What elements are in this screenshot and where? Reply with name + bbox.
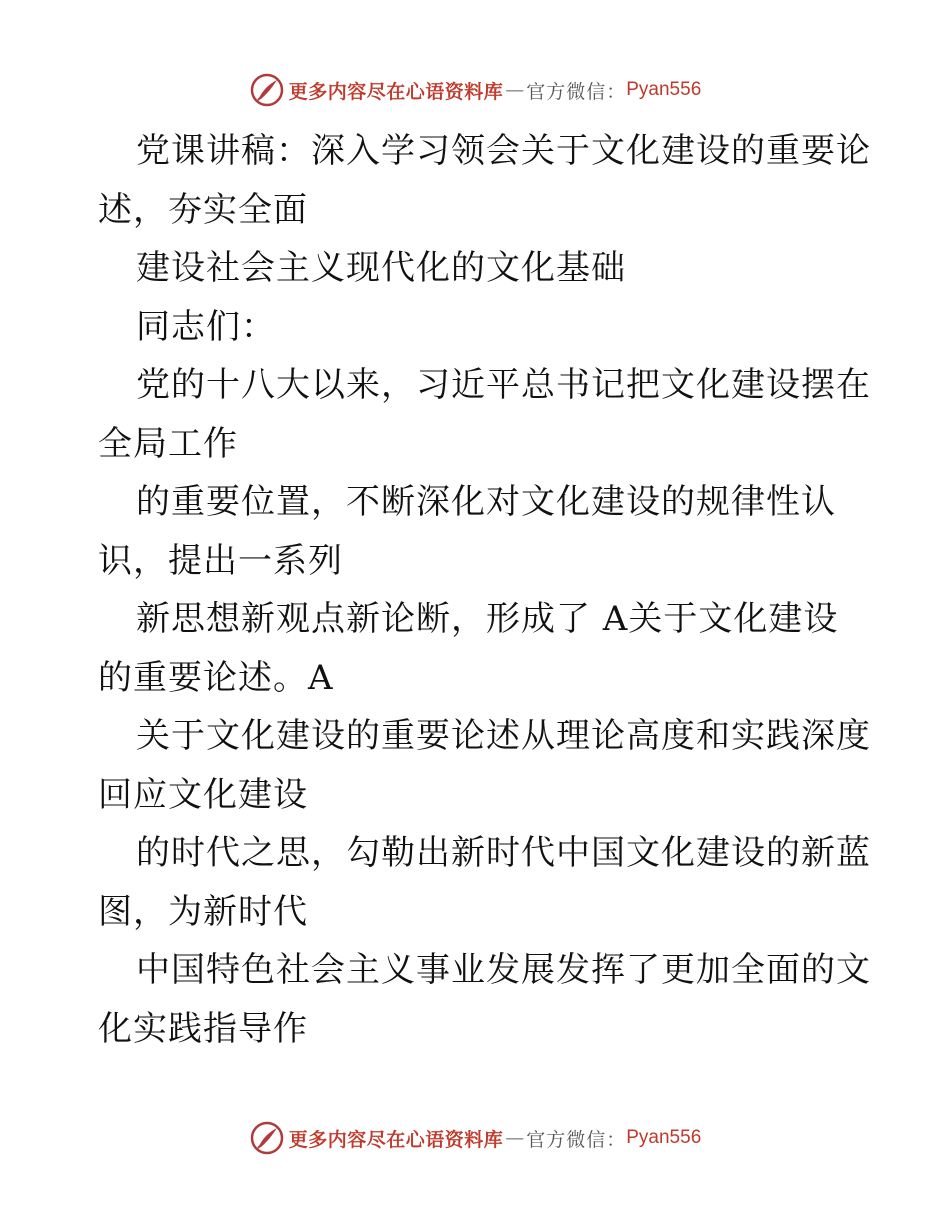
banner-wechat-id: Pyan556	[626, 79, 702, 100]
text-line: 中国特色社会主义事业发展发挥了更加全面的文	[136, 950, 871, 990]
text-line: 的重要位置，不断深化对文化建设的规律性认	[136, 482, 836, 522]
text-line: 图，为新时代	[98, 891, 308, 932]
banner-wechat-label: 官方微信：	[526, 1128, 627, 1151]
document-body	[98, 122, 871, 1058]
quill-logo-icon	[249, 72, 285, 108]
banner-wechat-label: 官方微信：	[526, 80, 627, 103]
text-line: 新思想新观点新论断，形成了 A关于文化建设	[136, 599, 839, 639]
banner-title: 更多内容尽在心语资料库	[288, 1128, 504, 1151]
text-line: 的重要论述。A	[98, 657, 334, 698]
text-line: 回应文化建设	[98, 774, 308, 815]
text-line: 建设社会主义现代化的文化基础	[136, 248, 626, 288]
text-line: 党的十八大以来，习近平总书记把文化建设摆在	[136, 365, 871, 405]
banner-wechat-id: Pyan556	[626, 1127, 702, 1148]
quill-logo-icon	[249, 1120, 285, 1156]
text-line: 化实践指导作	[98, 1008, 308, 1049]
text-line: 识，提出一系列	[98, 540, 343, 581]
text-line: 述，夯实全面	[98, 189, 308, 230]
text-line: 全局工作	[98, 423, 238, 464]
text-line: 的时代之思，勾勒出新时代中国文化建设的新蓝	[136, 833, 871, 873]
text-line: 党课讲稿：深入学习领会关于文化建设的重要论	[136, 131, 871, 171]
banner-dash: —	[505, 79, 525, 101]
text-line: 同志们：	[136, 306, 276, 347]
banner-dash: —	[505, 1127, 525, 1149]
header-banner	[0, 70, 950, 110]
footer-banner	[0, 1118, 950, 1158]
text-line: 关于文化建设的重要论述从理论高度和实践深度	[136, 716, 871, 756]
banner-title: 更多内容尽在心语资料库	[288, 80, 504, 103]
